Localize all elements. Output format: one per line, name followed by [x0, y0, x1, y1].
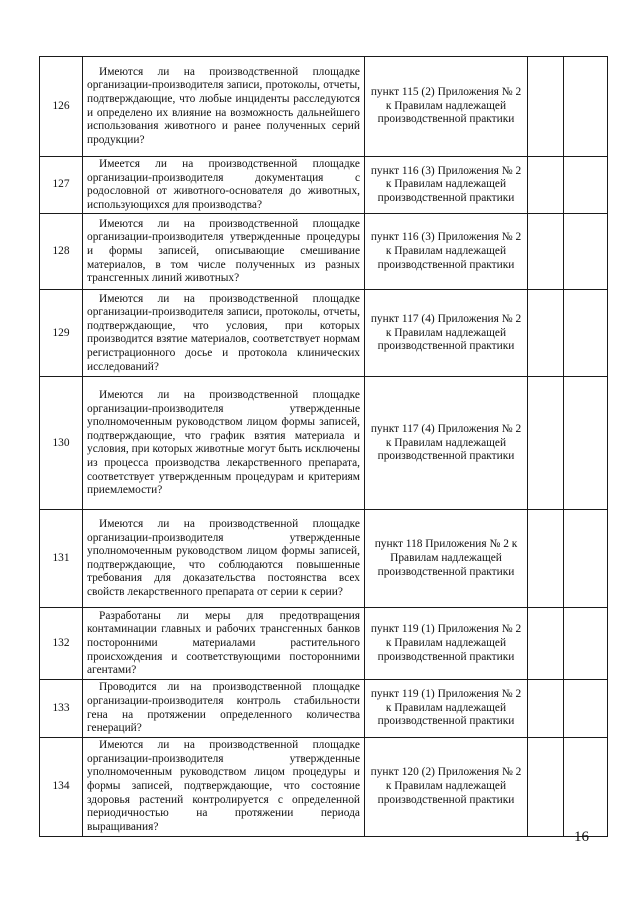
question-cell — [83, 608, 365, 680]
table-row — [40, 57, 608, 157]
question-text: Имеются ли на производственной площадке организации-производителя записи, протоколы, отчеты, подтверждающие, что условия, при которых производится взятие материалов, соответствует нормам регистрационного досье и протокола клинических исследований? — [87, 292, 360, 373]
row-number: 126 — [40, 57, 83, 157]
question-text: Имеются ли на производственной площадке организации-производителя утвержденные уполномоченным руководством лицом процедуры и формы записей, подтверждающие, что состояние здоровья растений контролируется с определенной периодичностью на протяжении периода выращивания? — [87, 739, 360, 833]
answer-cell — [528, 608, 564, 680]
table-row — [40, 510, 608, 608]
comment-cell — [564, 510, 608, 608]
checklist-table — [39, 56, 608, 837]
row-number: 130 — [40, 377, 83, 510]
question-cell — [83, 214, 365, 290]
row-number: 128 — [40, 214, 83, 290]
question-text: Имеются ли на производственной площадке организации-производителя утвержденные процедуры и формы записей, описывающие смешивание материалов, в том числе полученных из разных трансгенных линий животных? — [87, 217, 360, 285]
question-text: Имеется ли на производственной площадке организации-производителя документация с родословной от животного-основателя до животных, использующихся для производства? — [87, 158, 360, 211]
question-text: Проводится ли на производственной площадке организации-производителя контроль стабильности гена на протяжении определенного количества генераций? — [87, 681, 360, 735]
reference-cell: пункт 119 (1) Приложения № 2 к Правилам надлежащей производственной практики — [365, 608, 528, 680]
reference-cell: пункт 117 (4) Приложения № 2 к Правилам надлежащей производственной практики — [365, 377, 528, 510]
comment-cell — [564, 377, 608, 510]
table-row — [40, 608, 608, 680]
reference-cell: пункт 118 Приложения № 2 к Правилам надлежащей производственной практики — [365, 510, 528, 608]
answer-cell — [528, 377, 564, 510]
table-row — [40, 737, 608, 836]
answer-cell — [528, 57, 564, 157]
table-row — [40, 680, 608, 737]
row-number: 132 — [40, 608, 83, 680]
question-text: Разработаны ли меры для предотвращения контаминации главных и рабочих трансгенных банков посторонними материалами растительного происхождения и соответствующими посторонними агентами? — [87, 609, 360, 677]
table-row — [40, 214, 608, 290]
question-text: Имеются ли на производственной площадке организации-производителя утвержденные уполномоченным руководством лицом формы записей, подтверждающие, что график взятия материала и условия, при которых животные могут быть исключены из процесса производства лекарственного препарата, соответствует утвержденным процедурам и критериям приемлемости? — [87, 389, 360, 497]
row-number: 127 — [40, 157, 83, 214]
row-number: 134 — [40, 737, 83, 836]
reference-cell: пункт 119 (1) Приложения № 2 к Правилам надлежащей производственной практики — [365, 680, 528, 737]
table-row — [40, 157, 608, 214]
table-row — [40, 290, 608, 377]
answer-cell — [528, 680, 564, 737]
answer-cell — [528, 157, 564, 214]
question-cell — [83, 510, 365, 608]
page-number: 16 — [574, 829, 589, 845]
row-number: 131 — [40, 510, 83, 608]
comment-cell — [564, 608, 608, 680]
comment-cell — [564, 680, 608, 737]
question-cell — [83, 290, 365, 377]
comment-cell — [564, 290, 608, 377]
question-cell — [83, 737, 365, 836]
comment-cell — [564, 737, 608, 836]
table-row — [40, 377, 608, 510]
question-cell — [83, 157, 365, 214]
reference-cell: пункт 117 (4) Приложения № 2 к Правилам надлежащей производственной практики — [365, 290, 528, 377]
question-cell — [83, 57, 365, 157]
answer-cell — [528, 510, 564, 608]
answer-cell — [528, 214, 564, 290]
answer-cell — [528, 290, 564, 377]
question-text: Имеются ли на производственной площадке организации-производителя записи, протоколы, отчеты, подтверждающие, что любые инциденты расследуются и определено их влияние на возможность дальнейшего использования животного и ранее полученных серий продукции? — [87, 65, 360, 146]
question-cell — [83, 680, 365, 737]
question-cell — [83, 377, 365, 510]
answer-cell — [528, 737, 564, 836]
question-text: Имеются ли на производственной площадке организации-производителя утвержденные уполномоченным руководством лицом формы записей, подтверждающие, что соблюдаются повышенные требования для доказательства постоянства всех свойств лекарственного препарата от серии к серии? — [87, 518, 360, 599]
comment-cell — [564, 157, 608, 214]
reference-cell: пункт 116 (3) Приложения № 2 к Правилам надлежащей производственной практики — [365, 214, 528, 290]
reference-cell: пункт 115 (2) Приложения № 2 к Правилам надлежащей производственной практики — [365, 57, 528, 157]
row-number: 133 — [40, 680, 83, 737]
comment-cell — [564, 57, 608, 157]
comment-cell — [564, 214, 608, 290]
reference-cell: пункт 116 (3) Приложения № 2 к Правилам надлежащей производственной практики — [365, 157, 528, 214]
row-number: 129 — [40, 290, 83, 377]
reference-cell: пункт 120 (2) Приложения № 2 к Правилам надлежащей производственной практики — [365, 737, 528, 836]
